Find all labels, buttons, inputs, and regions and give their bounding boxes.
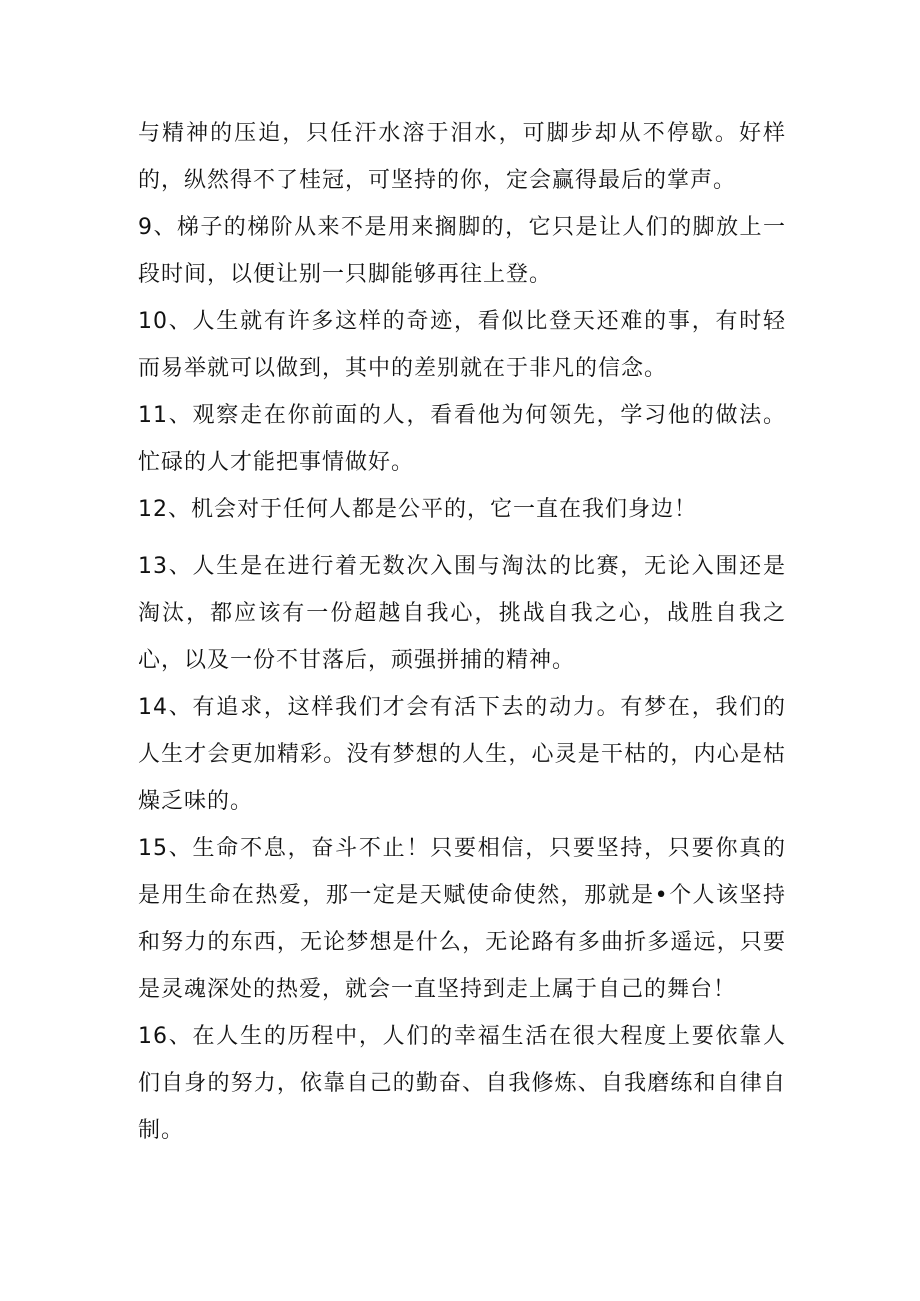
paragraph-16: 16、在人生的历程中，人们的幸福生活在很大程度上要依靠人们自身的努力，依靠自己的勤奋、自我修炼、自我磨练和自律自制。 (138, 1024, 786, 1143)
paragraph-10: 10、人生就有许多这样的奇迹，看似比登天还难的事，有时轻而易举就可以做到，其中的差别就在于非凡的信念。 (138, 309, 786, 381)
paragraph-12: 12、机会对于任何人都是公平的，它一直在我们身边！ (138, 497, 697, 522)
paragraph-11: 11、观察走在你前面的人，看看他为何领先，学习他的做法。忙碌的人才能把事情做好。 (138, 403, 786, 475)
document-page (138, 110, 786, 1154)
paragraph-13: 13、人生是在进行着无数次入围与淘汰的比赛，无论入围还是淘汰，都应该有一份超越自我心，挑战自我之心，战胜自我之心，以及一份不甘落后，顽强拼捕的精神。 (138, 554, 786, 673)
paragraph-continued: 与精神的压迫，只任汗水溶于泪水，可脚步却从不停歇。好样的，纵然得不了桂冠，可坚持的你，定会赢得最后的掌声。 (138, 121, 786, 193)
paragraph-9: 9、梯子的梯阶从来不是用来搁脚的，它只是让人们的脚放上一段时间，以便让别一只脚能够再往上登。 (138, 215, 786, 287)
paragraph-15: 15、生命不息，奋斗不止！只要相信，只要坚持，只要你真的是用生命在热爱，那一定是天赋使命使然，那就是•个人该坚持和努力的东西，无论梦想是什么，无论路有多曲折多遥远，只要是灵魂深处的热爱，就会一直坚持到走上属于自己的舞台！ (138, 836, 786, 1002)
paragraph-14: 14、有追求，这样我们才会有活下去的动力。有梦在，我们的人生才会更加精彩。没有梦想的人生，心灵是干枯的，内心是枯燥乏味的。 (138, 695, 786, 814)
